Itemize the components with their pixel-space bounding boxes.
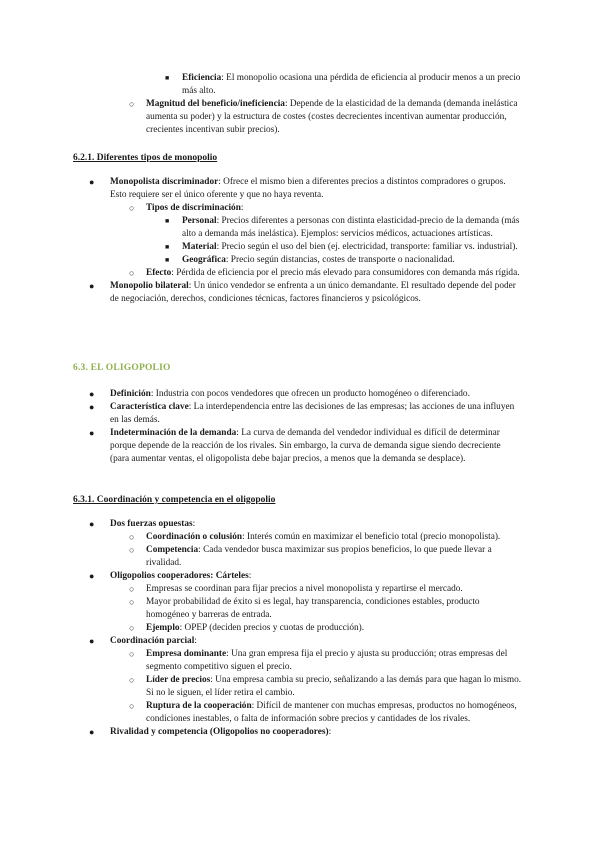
section-heading-6-3-1: 6.3.1. Coordinación y competencia en el oligopolio [73, 495, 276, 505]
list-item: ● Definición: Industria con pocos vendedores que ofrecen un producto homogéneo o diferenciado. [89, 389, 470, 399]
circle-bullet-icon: ○ [129, 99, 135, 109]
list-item: ○ Ruptura de la cooperación: Difícil de mantener con muchas empresas, productos no homogéneos, condiciones inestables, o falta de información sobre precios y cantidades de los rivales. [129, 701, 517, 724]
square-bullet-icon: ■ [165, 243, 170, 251]
coordination-section [0, 518, 600, 739]
list-item: ○ Ejemplo: OPEP (deciden precios y cuotas de producción). [129, 623, 365, 633]
list-item: ■ Eficiencia: El monopolio ocasiona una pérdida de eficiencia al producir menos a un precio más alto. [165, 73, 521, 96]
list-item: ○ Tipos de discriminación: [129, 203, 244, 213]
list-item: ○ Magnitud del beneficio/ineficiencia: Depende de la elasticidad de la demanda (demanda inelástica aumenta su poder) y la estructura de costes (costes decrecientes incentivan aumentar producción, crecientes incentivan subir precios). [129, 99, 518, 135]
disc-bullet-icon: ● [89, 402, 95, 412]
circle-bullet-icon: ○ [129, 532, 135, 542]
list-item: ● Dos fuerzas opuestas: [89, 519, 196, 529]
list-item: ● Monopolista discriminador: Ofrece el mismo bien a diferentes precios a distintos compradores o grupos. Esto requiere ser el único oferente y que no haya reventa. [89, 177, 506, 200]
monopoly-types-section [0, 176, 600, 306]
oligopoly-section [0, 388, 600, 466]
continuation-section [0, 72, 600, 137]
disc-bullet-icon: ● [89, 571, 95, 581]
disc-bullet-icon: ● [89, 389, 95, 399]
list-item: ■ Geográfica: Precio según distancias, costes de transporte o nacionalidad. [165, 255, 455, 265]
list-item: ○ Coordinación o colusión: Interés común en maximizar el beneficio total (precio monopolista). [129, 532, 501, 542]
list-item: ■ Personal: Precios diferentes a personas con distinta elasticidad-precio de la demanda (más alto a demanda más inelástica). Ejemplos: servicios médicos, actuaciones artísticas. [165, 216, 520, 239]
list-item: ● Monopolio bilateral: Un único vendedor se enfrenta a un único demandante. El resultado depende del poder de negociación, derechos, condiciones técnicas, factores financieros y psicológicos. [89, 281, 516, 304]
disc-bullet-icon: ● [89, 727, 95, 737]
disc-bullet-icon: ● [89, 519, 95, 529]
list-item: ● Oligopolios cooperadores: Cárteles: [89, 571, 252, 581]
list-item: ○ Mayor probabilidad de éxito si es legal, hay transparencia, condiciones estables, producto homogéneo y barreras de entrada. [129, 597, 480, 620]
list-item: ● Indeterminación de la demanda: La curva de demanda del vendedor individual es difícil de determinar porque depende de la reacción de los rivales. Sin embargo, la curva de demanda sigue siendo decreciente (para aumentar ventas, el oligopolista debe bajar precios, a menos que la demanda se desplace). [89, 428, 501, 464]
section-heading-6-2-1: 6.2.1. Diferentes tipos de monopolio [73, 153, 218, 163]
list-item: ● Coordinación parcial: [89, 636, 197, 646]
circle-bullet-icon: ○ [129, 649, 135, 659]
circle-bullet-icon: ○ [129, 623, 135, 633]
circle-bullet-icon: ○ [129, 701, 135, 711]
list-item: ● Rivalidad y competencia (Oligopolios no cooperadores): [89, 727, 332, 737]
disc-bullet-icon: ● [89, 636, 95, 646]
square-bullet-icon: ■ [165, 74, 170, 82]
circle-bullet-icon: ○ [129, 597, 135, 607]
list-item: ○ Efecto: Pérdida de eficiencia por el precio más elevado para consumidores con demanda más rígida. [129, 268, 520, 278]
square-bullet-icon: ■ [165, 217, 170, 225]
list-item: ● Característica clave: La interdependencia entre las decisiones de las empresas; las acciones de una influyen en las demás. [89, 402, 515, 425]
list-item: ○ Empresas se coordinan para fijar precios a nivel monopolista y repartirse el mercado. [129, 584, 463, 594]
section-heading-6-3: 6.3. EL OLIGOPOLIO [73, 363, 171, 373]
circle-bullet-icon: ○ [129, 545, 135, 555]
list-item: ■ Material: Precio según el uso del bien (ej. electricidad, transporte: familiar vs. industrial). [165, 242, 518, 252]
circle-bullet-icon: ○ [129, 675, 135, 685]
square-bullet-icon: ■ [165, 256, 170, 264]
circle-bullet-icon: ○ [129, 268, 135, 278]
list-item: ○ Competencia: Cada vendedor busca maximizar sus propios beneficios, lo que puede llevar a rivalidad. [129, 545, 492, 568]
circle-bullet-icon: ○ [129, 203, 135, 213]
list-item: ○ Empresa dominante: Una gran empresa fija el precio y ajusta su producción; otras empresas del segmento competitivo siguen el precio. [129, 649, 508, 672]
disc-bullet-icon: ● [89, 428, 95, 438]
list-item: ○ Líder de precios: Una empresa cambia su precio, señalizando a las demás para que hagan lo mismo. Si no le siguen, el líder retira el cambio. [129, 675, 522, 698]
circle-bullet-icon: ○ [129, 584, 135, 594]
disc-bullet-icon: ● [89, 281, 95, 291]
disc-bullet-icon: ● [89, 177, 95, 187]
